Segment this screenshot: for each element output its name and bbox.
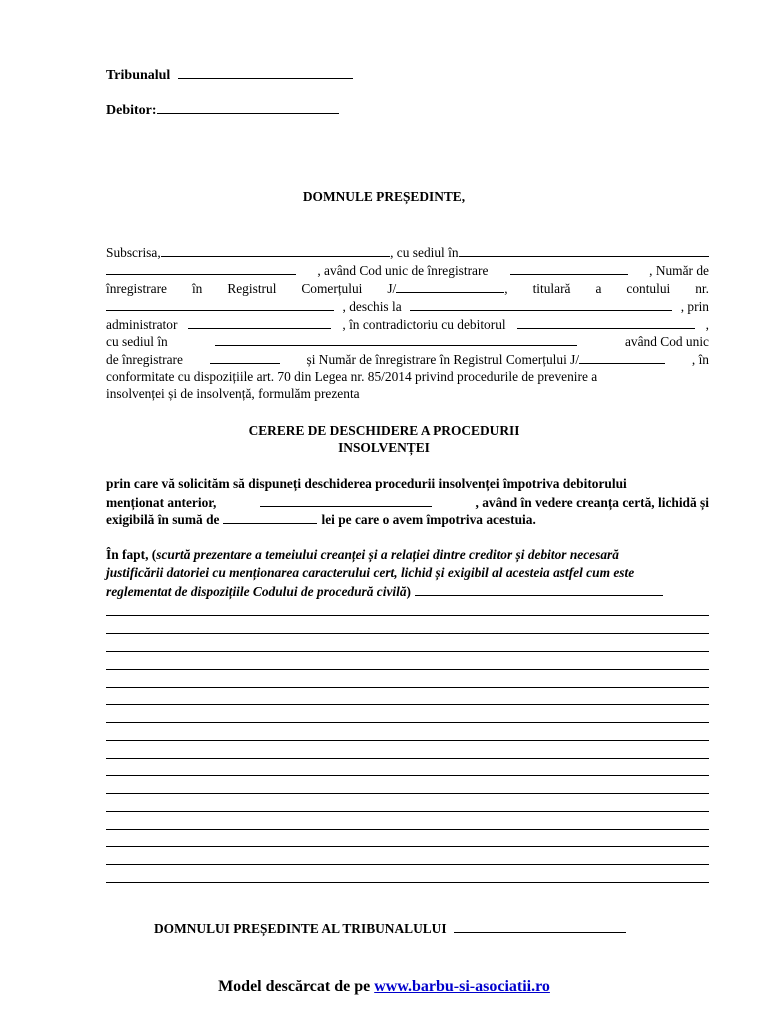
intro-text: nr. xyxy=(695,281,709,296)
facts-blank-line[interactable] xyxy=(106,775,709,776)
debtor-cui-blank[interactable] xyxy=(210,351,280,364)
intro-line-1 xyxy=(106,244,709,261)
request-line-1 xyxy=(106,476,709,492)
facts-italic: reglementat de dispozițiile Codului de procedură civilă xyxy=(106,584,407,599)
intro-text: , în xyxy=(691,352,709,367)
tribunal-blank[interactable] xyxy=(454,920,626,933)
intro-text: de înregistrare xyxy=(106,352,183,367)
request-title-line-2: INSOLVENȚEI xyxy=(338,440,430,455)
request-line-3 xyxy=(106,511,709,528)
facts-italic: justificării datoriei cu menționarea caracterului cert, lichid și exigibil al acesteia astfel cum este xyxy=(106,565,635,580)
intro-text: având Cod unic xyxy=(624,334,709,349)
facts-blank-line[interactable] xyxy=(106,829,709,830)
account-number-blank[interactable] xyxy=(106,298,334,311)
court-line xyxy=(106,66,353,84)
intro-text: , Număr de xyxy=(649,263,709,278)
salutation: DOMNULE PREȘEDINTE, xyxy=(302,189,466,204)
request-text: lei pe care o avem împotriva acestuia. xyxy=(321,512,536,527)
facts-blank-line[interactable] xyxy=(106,882,709,883)
closing-line xyxy=(154,920,626,937)
request-text: prin care vă solicităm să dispuneți deschiderea procedurii insolvenței împotriva debitorului xyxy=(106,476,627,491)
request-line-2 xyxy=(106,494,709,511)
facts-blank[interactable] xyxy=(415,583,663,596)
administrator-blank[interactable] xyxy=(188,316,331,329)
intro-line-6 xyxy=(106,333,709,350)
facts-line-3 xyxy=(106,583,709,600)
intro-text: , cu sediul în xyxy=(390,245,459,260)
amount-blank[interactable] xyxy=(223,511,317,524)
intro-text: , în contradictoriu cu debitorul xyxy=(342,317,506,332)
intro-text: și Număr de înregistrare în Registrul Comerțului J/ xyxy=(306,352,580,367)
facts-blank-line[interactable] xyxy=(106,740,709,741)
facts-line-1 xyxy=(106,547,709,563)
bank-blank[interactable] xyxy=(410,298,672,311)
request-text: , având în vedere creanța certă, lichidă și xyxy=(475,495,709,510)
intro-line-4 xyxy=(106,298,709,315)
intro-line-8 xyxy=(106,369,709,385)
intro-text: J/ xyxy=(387,281,397,296)
facts-close: ) xyxy=(406,584,411,599)
intro-text: , având Cod unic de înregistrare xyxy=(317,263,489,278)
debtor-blank[interactable] xyxy=(157,101,339,114)
intro-text: înregistrare xyxy=(106,281,167,296)
facts-blank-line[interactable] xyxy=(106,687,709,688)
intro-text: Subscrisa, xyxy=(106,245,161,260)
cui-blank[interactable] xyxy=(510,262,628,275)
footer xyxy=(0,978,768,996)
debtor-mention-blank[interactable] xyxy=(260,494,432,507)
facts-blank-line[interactable] xyxy=(106,704,709,705)
facts-blank-line[interactable] xyxy=(106,811,709,812)
request-text: menționat anterior, xyxy=(106,495,217,510)
intro-text: insolvenței și de insolvență, formulăm prezenta xyxy=(106,386,360,401)
facts-blank-line[interactable] xyxy=(106,722,709,723)
registry-number-blank[interactable] xyxy=(396,280,504,293)
footer-link[interactable]: www.barbu-si-asociatii.ro xyxy=(374,978,550,995)
intro-text: conformitate cu dispozițiile art. 70 din Legea nr. 85/2014 privind procedurile de prevenire a xyxy=(106,369,598,384)
footer-text: Model descărcat de pe xyxy=(218,978,371,995)
intro-text: , xyxy=(504,281,508,296)
facts-lead: În fapt, ( xyxy=(106,547,157,562)
company-name-blank[interactable] xyxy=(161,244,390,257)
intro-text: administrator xyxy=(106,317,178,332)
facts-blank-line[interactable] xyxy=(106,864,709,865)
intro-text: , prin xyxy=(680,299,709,314)
facts-blank-line[interactable] xyxy=(106,615,709,616)
facts-blank-line[interactable] xyxy=(106,846,709,847)
court-blank[interactable] xyxy=(178,66,353,79)
intro-line-5 xyxy=(106,316,709,333)
intro-line-2 xyxy=(106,262,709,279)
intro-text: Comerțului xyxy=(301,281,363,296)
facts-blank-line[interactable] xyxy=(106,669,709,670)
facts-line-2 xyxy=(106,565,709,581)
intro-text: Registrul xyxy=(227,281,277,296)
debtor-name-blank[interactable] xyxy=(517,316,695,329)
request-text: exigibilă în sumă de xyxy=(106,512,220,527)
debtor-headquarters-blank[interactable] xyxy=(215,333,577,346)
intro-text: a xyxy=(595,281,602,296)
intro-text: , xyxy=(705,317,709,332)
headquarters-blank[interactable] xyxy=(459,244,709,257)
court-label: Tribunalul xyxy=(106,68,171,83)
facts-blank-line[interactable] xyxy=(106,793,709,794)
debtor-label: Debitor: xyxy=(106,103,157,118)
intro-text: în xyxy=(191,281,203,296)
intro-text: cu sediul în xyxy=(106,334,168,349)
facts-blank-line[interactable] xyxy=(106,758,709,759)
intro-line-7 xyxy=(106,351,709,368)
debtor-line xyxy=(106,101,339,119)
intro-line-9 xyxy=(106,386,709,402)
facts-blank-line[interactable] xyxy=(106,633,709,634)
debtor-registry-blank[interactable] xyxy=(579,351,665,364)
intro-text: contului xyxy=(626,281,671,296)
request-title-line-1: CERERE DE DESCHIDERE A PROCEDURII xyxy=(248,423,520,438)
intro-text: , deschis la xyxy=(342,299,402,314)
facts-blank-line[interactable] xyxy=(106,651,709,652)
closing-addressee: DOMNULUI PREȘEDINTE AL TRIBUNALULUI xyxy=(154,921,447,936)
headquarters-blank-2[interactable] xyxy=(106,262,296,275)
intro-line-3 xyxy=(106,280,709,297)
facts-italic: scurtă prezentare a temeiului creanței și a relației dintre creditor și debitor necesară xyxy=(156,547,619,562)
intro-text: titulară xyxy=(532,281,571,296)
